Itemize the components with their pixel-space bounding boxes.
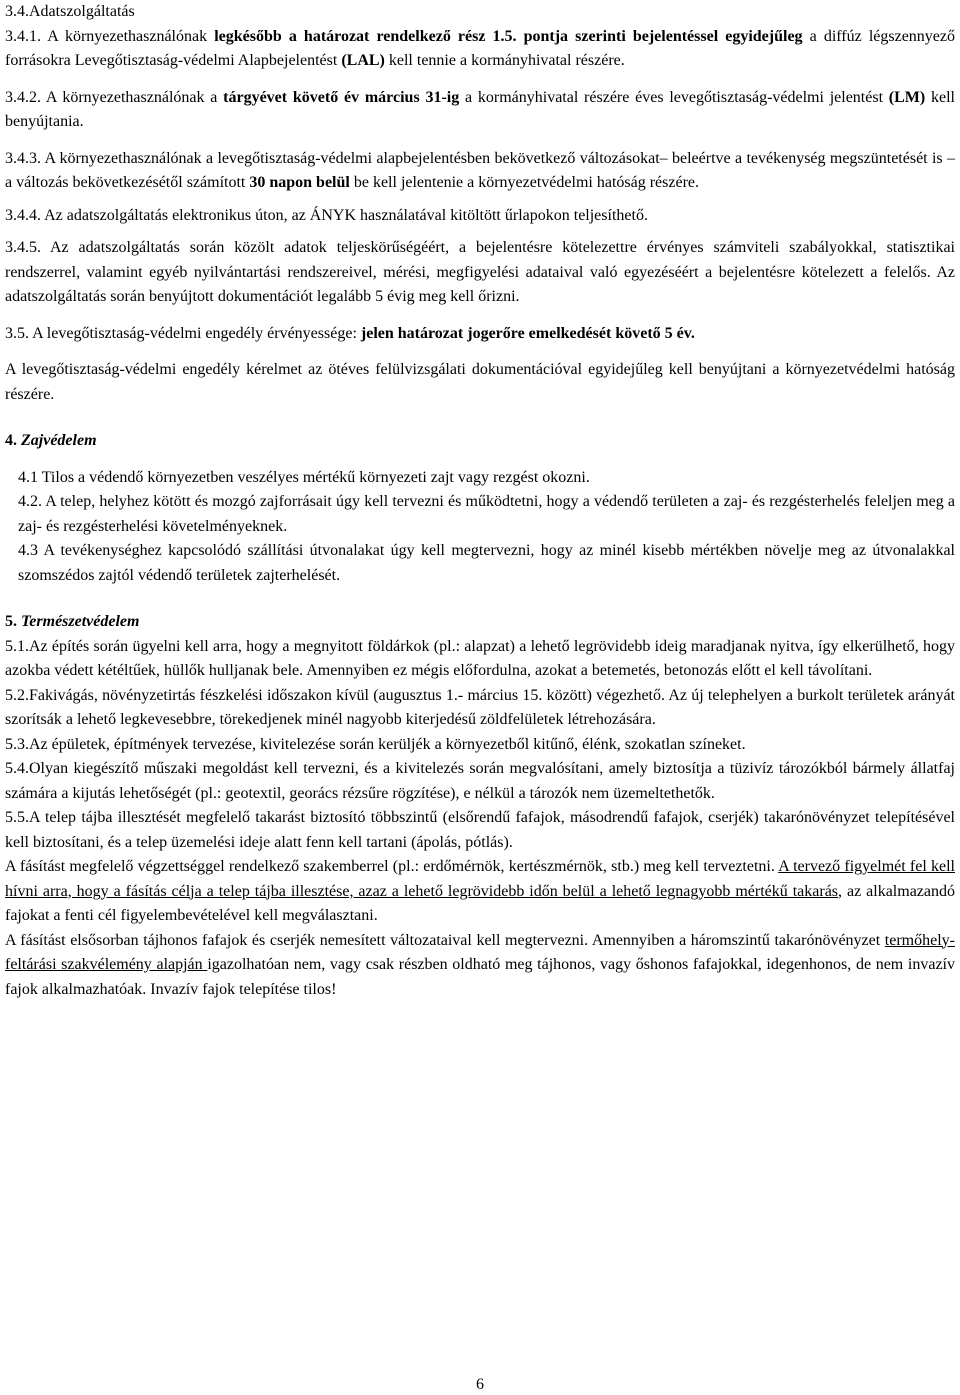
paragraph-3-5: 3.5. A levegőtisztaság-védelmi engedély érvényessége: jelen határozat jogerőre emelkedését követő 5 év. bbox=[5, 324, 695, 342]
section-heading-4: 4. Zajvédelem bbox=[5, 432, 97, 449]
section-heading-5: 5. Természetvédelem bbox=[5, 613, 140, 630]
bold-deadline: tárgyévet követő év március 31-ig bbox=[223, 88, 460, 106]
bold-lm: (LM) bbox=[888, 88, 926, 106]
bold-validity: jelen határozat jogerőre emelkedését követő 5 év. bbox=[360, 324, 695, 342]
paragraph-3-4-1: 3.4.1. A környezethasználónak legkésőbb a határozat rendelkező rész 1.5. pontja szerinti bejelentéssel egyidejűleg a diffúz légszennyező forrásokra Levegőtisztaság-védelmi Alapbejelentést (LAL) kell tennie a kormányhivatal részére. bbox=[5, 27, 955, 69]
paragraph-3-4-5: 3.4.5. Az adatszolgáltatás során közölt adatok teljeskörűségéért, a bejelentésre kötelezettre érvényes számviteli szabályokkal, statisztikai rendszerrel, valamint egyéb nyilvántartási rendszereivel, mérési, megfigyelési adataival való egyezéséért a bejelentésre kötelezett a felelős. Az adatszolgáltatás során benyújtott dokumentációt legalább 5 évig meg kell őrizni. bbox=[5, 239, 955, 305]
paragraph-5-1: 5.1.Az építés során ügyelni kell arra, hogy a megnyitott földárkok (pl.: alapzat) a lehető legrövidebb ideig maradjanak nyitva, így elkerülhető, hogy azokba védett kétéltűek, hüllők hulljanak bele. Amennyiben ez mégis előfordulna, azokat a betemetés, betonozás előtt el kell távolítani. bbox=[5, 637, 955, 679]
paragraph-5-4: 5.4.Olyan kiegészítő műszaki megoldást kell tervezni, és a kivitelezés során megvalósítani, amely biztosítja a tüzivíz tározókból bármely állatfaj számára a kijutás lehetőségét (pl.: geotextil, georács rézsűre rögzítése), e nélkül a tározók nem üzemeltethetők. bbox=[5, 760, 955, 802]
underlined-site-survey: termőhely-feltárási szakvélemény alapján bbox=[5, 931, 955, 973]
section-title-termeszetvedelem: Természetvédelem bbox=[21, 613, 140, 630]
paragraph-5-5: 5.5.A telep tájba illesztését megfelelő takarást biztosító többszintű (elsőrendű fafajok, másodrendű fafajok, cserjék) takarónövényzet telepítésével kell biztosítani, és a telep üzemelési ideje alatt fenn kell tartani (ápolás, pótlás). bbox=[5, 809, 955, 851]
bold-lal: (LAL) bbox=[341, 52, 385, 69]
paragraph-3-4-4: 3.4.4. Az adatszolgáltatás elektronikus úton, az ÁNYK használatával kitöltött űrlapokon teljesíthető. bbox=[5, 206, 648, 224]
paragraph-4-2: 4.2. A telep, helyhez kötött és mozgó zajforrásait úgy kell tervezni és működtetni, hogy a védendő területen a zaj- és rezgésterhelés feleljen meg a zaj- és rezgésterhelési követelményeknek. bbox=[18, 493, 955, 535]
paragraph-4-1: 4.1 Tilos a védendő környezetben veszélyes mértékű környezeti zajt vagy rezgést okozni. bbox=[18, 468, 590, 486]
paragraph-3-5-renewal: A levegőtisztaság-védelmi engedély kérelmet az ötéves felülvizsgálati dokumentációval egyidejűleg kell benyújtani a környezetvédelmi hatóság részére. bbox=[5, 361, 955, 403]
paragraph-4-3: 4.3 A tevékenységhez kapcsolódó szállítási útvonalakat úgy kell megtervezni, hogy az minél kisebb mértékben növelje meg az útvonalakkal szomszédos zajtól védendő területek zajterhelését. bbox=[18, 542, 955, 584]
paragraph-3-4-3: 3.4.3. A környezethasználónak a levegőtisztaság-védelmi alapbejelentésben bekövetkező változásokat– beleértve a tevékenység megszüntetését is – a változás bekövetkezésétől számított 30 napon belül be kell jelentenie a környezetvédelmi hatóság részére. bbox=[5, 149, 955, 191]
page-content bbox=[5, 0, 955, 1002]
paragraph-5-3: 5.3.Az épületek, építmények tervezése, kivitelezése során kerüljék a környezetből kitűnő, élénk, szokatlan színeket. bbox=[5, 735, 746, 753]
paragraph-3-4-2: 3.4.2. A környezethasználónak a tárgyévet követő év március 31-ig a kormányhivatal részére éves levegőtisztaság-védelmi jelentést (LM) kell benyújtania. bbox=[5, 88, 955, 130]
bold-deadline: legkésőbb a határozat rendelkező rész 1.5. pontja szerinti bejelentéssel egyidejűleg bbox=[214, 27, 803, 45]
paragraph-5-planning: A fásítást megfelelő végzettséggel rendelkező szakemberrel (pl.: erdőmérnök, kertészmérnök, stb.) meg kell terveztetni. A tervező figyelmét fel kell hívni arra, hogy a fásítás célja a telep tájba illesztése, azaz a lehető legrövidebb időn belül a lehető legnagyobb mértékű takarás, az alkalmazandó fajokat a fenti cél figyelembevételével kell megválasztani. bbox=[5, 858, 955, 924]
bold-deadline: 30 napon belül bbox=[249, 174, 350, 191]
page-number: 6 bbox=[476, 1376, 484, 1393]
paragraph-5-species: A fásítást elsősorban tájhonos fafajok és cserjék nemesített változataival kell megtervezni. Amennyiben a háromszintű takarónövényzet termőhely-feltárási szakvélemény alapján igazolhatóan nem, vagy csak részben oldható meg tájhonos, vagy őshonos fafajokkal, idegenhonos, de nem invazív fajok alkalmazhatóak. Invazív fajok telepítése tilos! bbox=[5, 931, 956, 998]
section-heading-3-4: 3.4.Adatszolgáltatás bbox=[5, 3, 135, 20]
section-title-zajvedelem: Zajvédelem bbox=[21, 432, 97, 449]
underlined-designer-note: A tervező figyelmét fel kell hívni arra, hogy a fásítás célja a telep tájba illesztése, azaz a lehető legrövidebb időn belül a lehető legnagyobb mértékű takarás bbox=[5, 858, 955, 900]
paragraph-5-2: 5.2.Fakivágás, növényzetirtás fészkelési időszakon kívül (augusztus 1.- március 15. között) végezhető. Az új telephelyen a burkolt területek arányát szorítsák a lehető legkevesebbre, törekedjenek minél nagyobb kiterjedésű zöldfelületek létrehozására. bbox=[5, 686, 955, 728]
